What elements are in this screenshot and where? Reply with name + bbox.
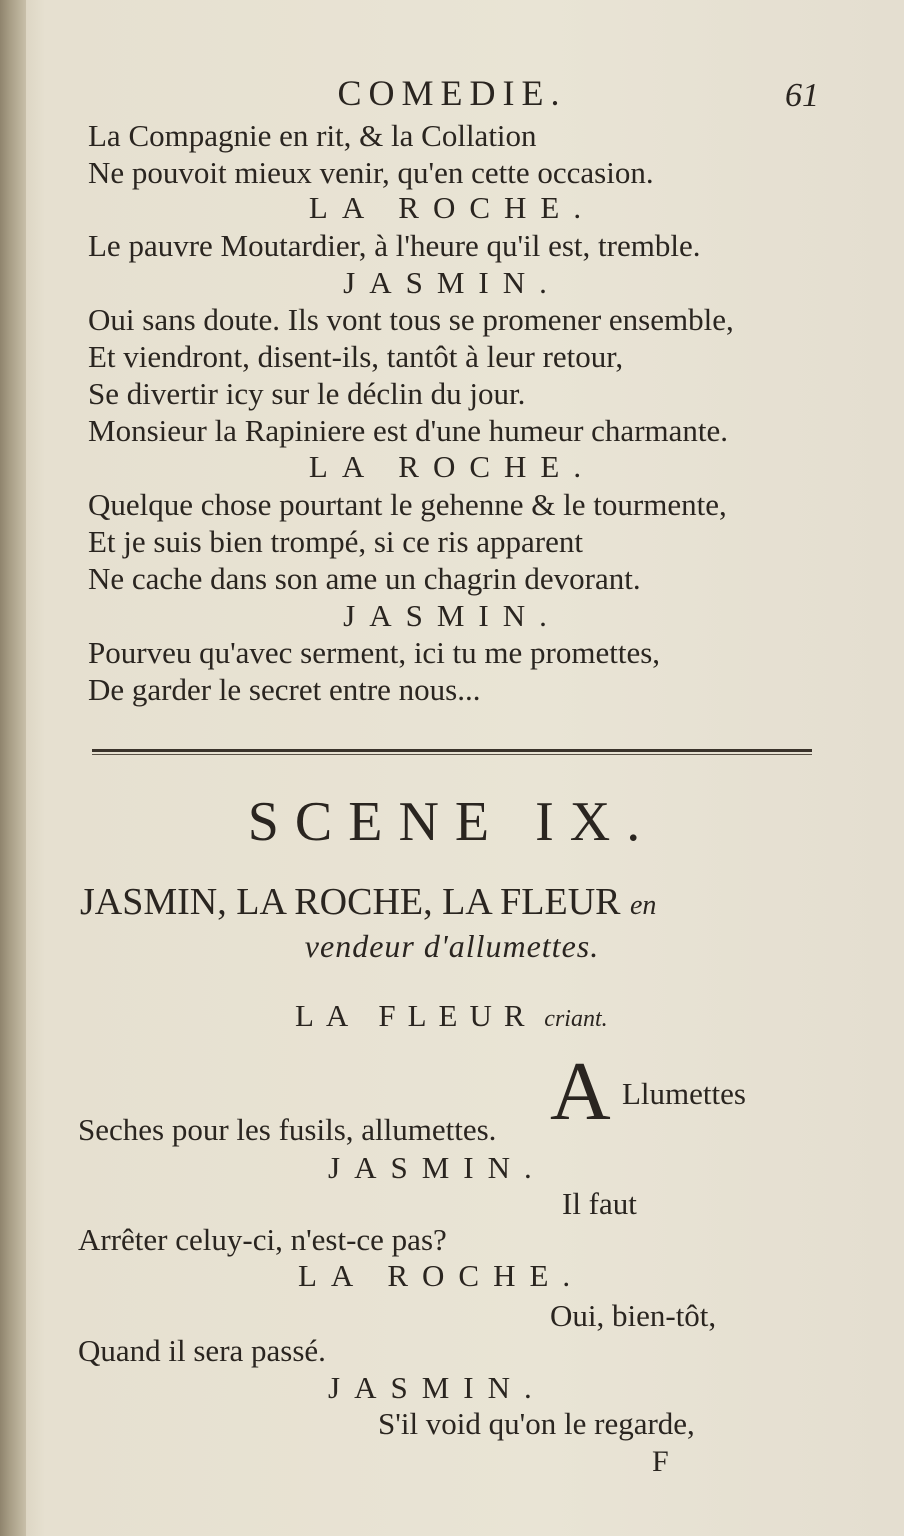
verse-line: Il faut (562, 1186, 637, 1221)
characters-names: JASMIN, LA ROCHE, LA FLEUR (80, 881, 621, 923)
verse-line: Ne pouvoit mieux venir, qu'en cette occasion. (88, 155, 654, 190)
section-divider-thin (92, 754, 812, 755)
running-title: COMEDIE. (337, 73, 567, 113)
scene-title: SCENE IX. (247, 791, 657, 853)
section-divider (92, 749, 812, 752)
verse-line: Oui sans doute. Ils vont tous se promener ensemble, (88, 302, 734, 337)
signature-mark: F (652, 1445, 669, 1478)
verse-line: Quelque chose pourtant le gehenne & le tourmente, (88, 487, 727, 522)
verse-line: Et viendront, disent-ils, tantôt à leur retour, (88, 339, 624, 374)
characters-description: vendeur d'allumettes. (304, 928, 600, 964)
scene-characters (80, 880, 656, 928)
speaker-label: JASMIN. (328, 1150, 546, 1185)
verse-line: Arrêter celuy-ci, n'est-ce pas? (78, 1222, 447, 1257)
drop-cap-continuation: Llumettes (622, 1076, 746, 1111)
stage-direction: criant. (544, 1006, 608, 1032)
verse-line: Monsieur la Rapiniere est d'une humeur charmante. (88, 413, 729, 448)
verse-line: Seches pour les fusils, allumettes. (78, 1112, 497, 1147)
page-number: 61 (785, 77, 819, 114)
verse-line: Quand il sera passé. (78, 1333, 326, 1368)
speaker-label: LA ROCHE. (308, 449, 596, 484)
book-spine (0, 0, 26, 1536)
verse-line: La Compagnie en rit, & la Collation (88, 118, 537, 153)
verse-line: Ne cache dans son ame un chagrin devorant. (88, 561, 641, 596)
verse-line: S'il void qu'on le regarde, (378, 1406, 695, 1441)
speaker-label: JASMIN. (343, 598, 561, 633)
verse-line: De garder le secret entre nous... (88, 672, 481, 707)
speaker-label: LA ROCHE. (298, 1258, 585, 1293)
verse-line: Le pauvre Moutardier, à l'heure qu'il est, tremble. (88, 228, 701, 263)
speaker-label: JASMIN. (328, 1370, 546, 1405)
verse-line: Pourveu qu'avec serment, ici tu me promettes, (88, 635, 661, 670)
verse-line: Oui, bien-tôt, (550, 1298, 717, 1333)
drop-cap: A (550, 1045, 611, 1138)
speaker-label: JASMIN. (343, 265, 561, 300)
characters-en: en (630, 890, 657, 921)
speaker-label: LA ROCHE. (308, 190, 596, 225)
verse-line: Se divertir icy sur le déclin du jour. (88, 376, 526, 411)
first-speaker (295, 998, 608, 1037)
verse-line: Et je suis bien trompé, si ce ris apparent (88, 524, 584, 559)
speaker-label: LA FLEUR (295, 998, 537, 1033)
